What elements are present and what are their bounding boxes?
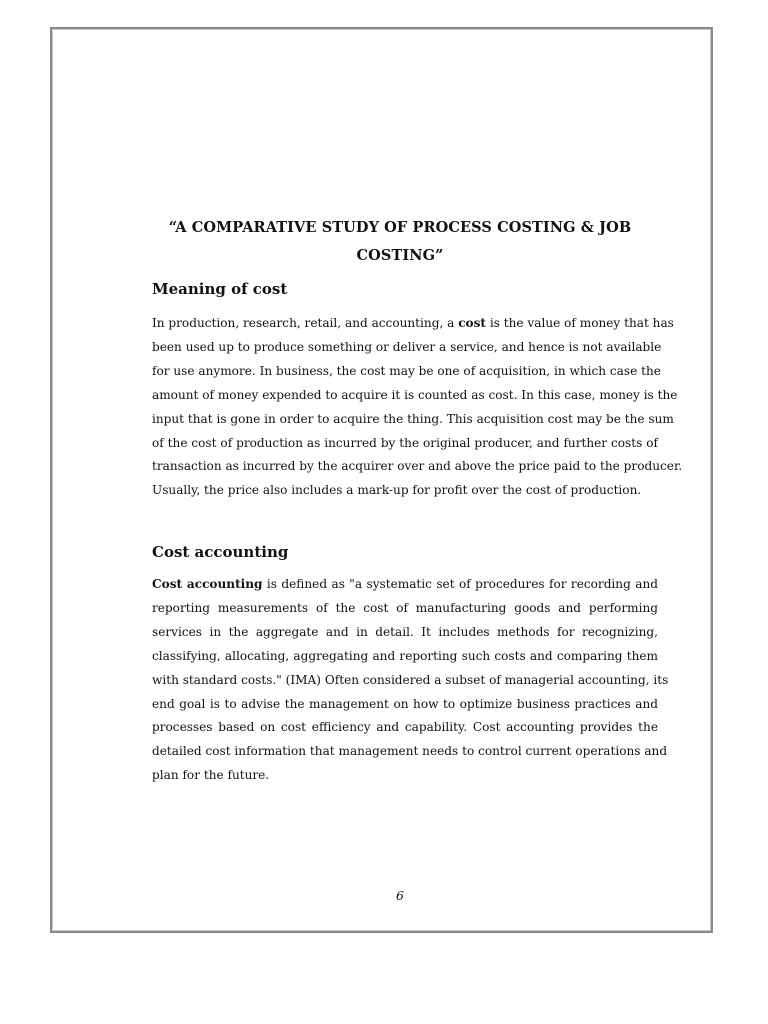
paragraph-line: Cost accounting is defined as "a systematic set of procedures for recording and xyxy=(152,577,658,591)
paragraph-line: plan for the future. xyxy=(152,768,270,783)
bold-term-cost-accounting: Cost accounting xyxy=(152,577,263,591)
paragraph-line: for use anymore. In business, the cost may be one of acquisition, in which case the xyxy=(152,363,661,378)
paragraph-line: services in the aggregate and in detail. It includes methods for recognizing, xyxy=(152,624,658,639)
title-line-1: “A COMPARATIVE STUDY OF PROCESS COSTING & JOB xyxy=(168,219,632,236)
paragraph-line: Usually, the price also includes a mark-up for profit over the cost of production. xyxy=(152,483,642,498)
section-heading-cost-accounting: Cost accounting xyxy=(152,543,289,561)
paragraph-line: reporting measurements of the cost of manufacturing goods and performing xyxy=(152,600,658,615)
paragraph-line: input that is gone in order to acquire the thing. This acquisition cost may be the sum xyxy=(152,411,674,426)
paragraph-line: been used up to produce something or deliver a service, and hence is not available xyxy=(152,339,662,354)
paragraph-line: amount of money expended to acquire it is counted as cost. In this case, money is the xyxy=(152,387,678,402)
paragraph-line: detailed cost information that management needs to control current operations and xyxy=(152,744,668,759)
title-line-2: COSTING” xyxy=(356,247,444,264)
paragraph-line: In production, research, retail, and accounting, a cost is the value of money that has xyxy=(152,316,674,330)
paragraph-line: end goal is to advise the management on how to optimize business practices and xyxy=(152,696,658,711)
paragraph-line: of the cost of production as incurred by the original producer, and further costs of xyxy=(152,435,658,450)
section-heading-meaning-of-cost: Meaning of cost xyxy=(152,280,288,298)
paragraph-meaning-of-cost xyxy=(152,312,683,503)
page-number: 6 xyxy=(396,888,404,903)
bold-term-cost: cost xyxy=(458,316,487,330)
paragraph-cost-accounting xyxy=(152,573,669,788)
paragraph-line: transaction as incurred by the acquirer over and above the price paid to the producer. xyxy=(152,459,683,474)
paragraph-line: with standard costs." (IMA) Often considered a subset of managerial accounting, its xyxy=(152,672,669,687)
document-title xyxy=(150,214,650,270)
paragraph-line: processes based on cost efficiency and capability. Cost accounting provides the xyxy=(152,720,658,735)
paragraph-line: classifying, allocating, aggregating and reporting such costs and comparing them xyxy=(152,648,658,663)
